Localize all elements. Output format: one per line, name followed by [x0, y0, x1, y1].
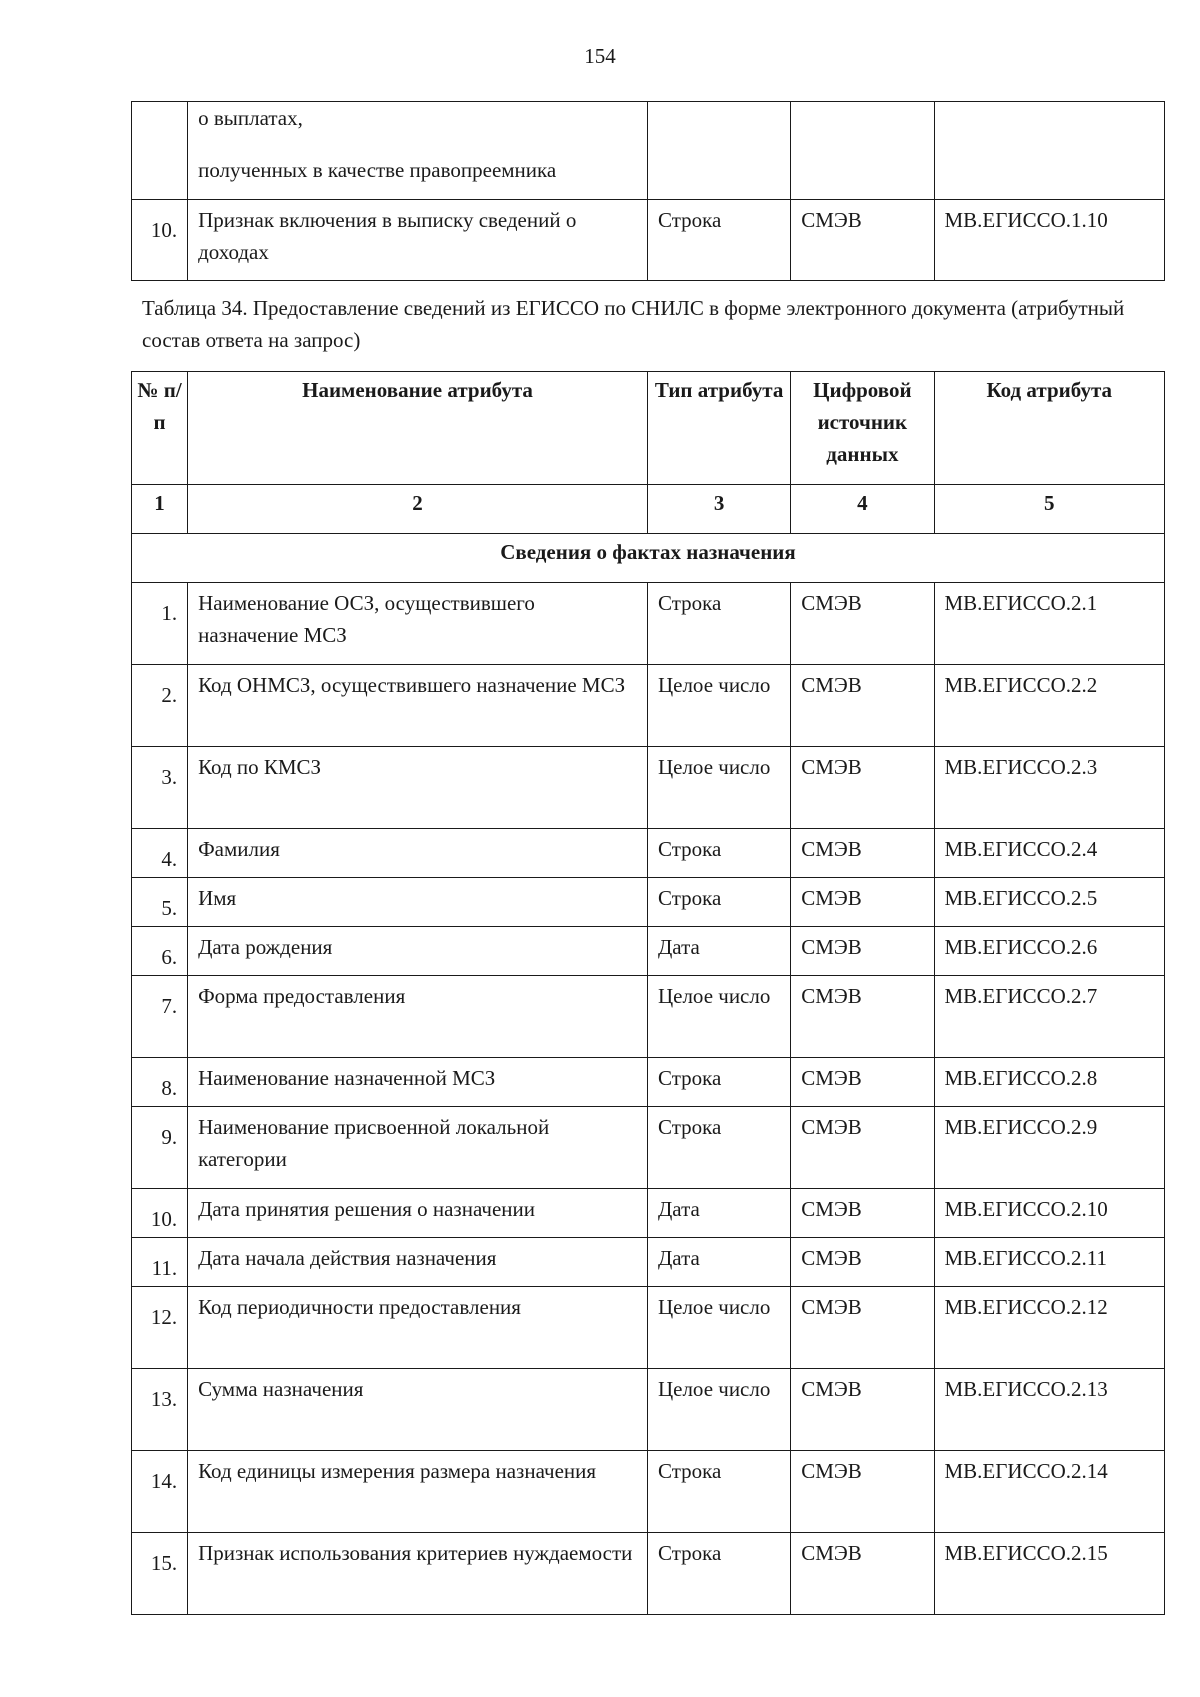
attribute-code	[934, 102, 1165, 200]
data-source: СМЭВ	[791, 927, 934, 976]
attribute-type: Строка	[647, 1533, 790, 1615]
table-caption: Таблица 34. Предоставление сведений из ЕГИССО по СНИЛС в форме электронного документа (атрибутный состав ответа на запрос)	[142, 296, 1125, 352]
row-number: 10.	[132, 1189, 188, 1238]
attribute-code: МВ.ЕГИССО.2.15	[934, 1533, 1165, 1615]
header-type: Тип атрибута	[647, 372, 790, 485]
attribute-type: Целое число	[647, 665, 790, 747]
attribute-code: МВ.ЕГИССО.2.6	[934, 927, 1165, 976]
row-number: 9.	[132, 1107, 188, 1189]
header-code: Код атрибута	[934, 372, 1165, 485]
table-row	[132, 1287, 1165, 1369]
table-row	[132, 976, 1165, 1058]
attribute-type: Строка	[647, 200, 790, 281]
column-index: 5	[934, 485, 1165, 534]
attribute-code: МВ.ЕГИССО.2.1	[934, 583, 1165, 665]
attribute-type: Строка	[647, 1451, 790, 1533]
data-source: СМЭВ	[791, 1369, 934, 1451]
header-number: № п/п	[132, 372, 188, 485]
attributes-table	[131, 371, 1165, 1615]
table-row	[132, 102, 1165, 200]
row-number: 5.	[132, 878, 188, 927]
data-source: СМЭВ	[791, 747, 934, 829]
attribute-code: МВ.ЕГИССО.2.10	[934, 1189, 1165, 1238]
page-number: 154	[584, 44, 616, 68]
attribute-type: Целое число	[647, 976, 790, 1058]
data-source: СМЭВ	[791, 1238, 934, 1287]
row-number: 1.	[132, 583, 188, 665]
attribute-name: Признак включения в выписку сведений о доходах	[188, 200, 648, 281]
attribute-code: МВ.ЕГИССО.2.3	[934, 747, 1165, 829]
attribute-type: Целое число	[647, 1369, 790, 1451]
attribute-type: Дата	[647, 1189, 790, 1238]
attribute-type: Дата	[647, 927, 790, 976]
header-row	[132, 372, 1165, 485]
attribute-name: Код единицы измерения размера назначения	[188, 1451, 648, 1533]
data-source: СМЭВ	[791, 1287, 934, 1369]
table-row	[132, 1058, 1165, 1107]
table-row	[132, 927, 1165, 976]
row-number: 6.	[132, 927, 188, 976]
row-number: 4.	[132, 829, 188, 878]
column-index: 2	[188, 485, 648, 534]
data-source: СМЭВ	[791, 583, 934, 665]
row-number: 8.	[132, 1058, 188, 1107]
attribute-name: Имя	[188, 878, 648, 927]
attribute-name: Наименование присвоенной локальной категории	[188, 1107, 648, 1189]
table-row	[132, 583, 1165, 665]
row-number: 13.	[132, 1369, 188, 1451]
table-row	[132, 1189, 1165, 1238]
table-row	[132, 878, 1165, 927]
section-title: Сведения о фактах назначения	[132, 534, 1165, 583]
attribute-type: Дата	[647, 1238, 790, 1287]
attribute-type	[647, 102, 790, 200]
attribute-code: МВ.ЕГИССО.2.14	[934, 1451, 1165, 1533]
row-number: 2.	[132, 665, 188, 747]
attribute-code: МВ.ЕГИССО.2.4	[934, 829, 1165, 878]
table-row	[132, 829, 1165, 878]
data-source: СМЭВ	[791, 829, 934, 878]
attribute-type: Целое число	[647, 1287, 790, 1369]
attribute-type: Строка	[647, 1058, 790, 1107]
table-row	[132, 200, 1165, 281]
attribute-type: Строка	[647, 878, 790, 927]
row-number: 11.	[132, 1238, 188, 1287]
table-row	[132, 1533, 1165, 1615]
attribute-code: МВ.ЕГИССО.1.10	[934, 200, 1165, 281]
row-number: 12.	[132, 1287, 188, 1369]
attribute-code: МВ.ЕГИССО.2.2	[934, 665, 1165, 747]
data-source: СМЭВ	[791, 1107, 934, 1189]
index-row	[132, 485, 1165, 534]
table-row	[132, 1451, 1165, 1533]
attribute-name: Форма предоставления	[188, 976, 648, 1058]
column-index: 3	[647, 485, 790, 534]
data-source: СМЭВ	[791, 665, 934, 747]
header-name: Наименование атрибута	[188, 372, 648, 485]
data-source: СМЭВ	[791, 976, 934, 1058]
row-number: 10.	[132, 200, 188, 281]
data-source: СМЭВ	[791, 1451, 934, 1533]
attribute-name: Дата рождения	[188, 927, 648, 976]
row-number: 15.	[132, 1533, 188, 1615]
data-source: СМЭВ	[791, 1189, 934, 1238]
data-source	[791, 102, 934, 200]
table-row	[132, 747, 1165, 829]
table-row	[132, 1107, 1165, 1189]
row-number: 7.	[132, 976, 188, 1058]
attribute-type: Строка	[647, 1107, 790, 1189]
attribute-type: Строка	[647, 583, 790, 665]
attribute-name: Наименование назначенной МСЗ	[188, 1058, 648, 1107]
attribute-name: Код ОНМСЗ, осуществившего назначение МСЗ	[188, 665, 648, 747]
attribute-name: Дата начала действия назначения	[188, 1238, 648, 1287]
attribute-name: Наименование ОСЗ, осуществившего назначение МСЗ	[188, 583, 648, 665]
attribute-name	[188, 102, 648, 200]
attribute-code: МВ.ЕГИССО.2.8	[934, 1058, 1165, 1107]
attribute-type: Строка	[647, 829, 790, 878]
data-source: СМЭВ	[791, 878, 934, 927]
attribute-code: МВ.ЕГИССО.2.5	[934, 878, 1165, 927]
attribute-name: Дата принятия решения о назначении	[188, 1189, 648, 1238]
attribute-code: МВ.ЕГИССО.2.12	[934, 1287, 1165, 1369]
continuation-table	[131, 101, 1165, 281]
data-source: СМЭВ	[791, 1058, 934, 1107]
attribute-name: Код периодичности предоставления	[188, 1287, 648, 1369]
attribute-name: Код по КМСЗ	[188, 747, 648, 829]
column-index: 1	[132, 485, 188, 534]
row-number: 14.	[132, 1451, 188, 1533]
attribute-code: МВ.ЕГИССО.2.11	[934, 1238, 1165, 1287]
attribute-code: МВ.ЕГИССО.2.7	[934, 976, 1165, 1058]
table-row	[132, 1238, 1165, 1287]
column-index: 4	[791, 485, 934, 534]
attribute-name: Признак использования критериев нуждаемости	[188, 1533, 648, 1615]
table-row	[132, 1369, 1165, 1451]
attribute-type: Целое число	[647, 747, 790, 829]
data-source: СМЭВ	[791, 200, 934, 281]
row-number	[132, 102, 188, 200]
row-number: 3.	[132, 747, 188, 829]
attribute-name-line: о выплатах,	[198, 106, 303, 130]
attribute-name-line: полученных в качестве правопреемника	[198, 158, 557, 182]
section-row	[132, 534, 1165, 583]
attribute-name: Фамилия	[188, 829, 648, 878]
table-row	[132, 665, 1165, 747]
attribute-code: МВ.ЕГИССО.2.13	[934, 1369, 1165, 1451]
attribute-code: МВ.ЕГИССО.2.9	[934, 1107, 1165, 1189]
data-source: СМЭВ	[791, 1533, 934, 1615]
attribute-name: Сумма назначения	[188, 1369, 648, 1451]
header-source: Цифровой источник данных	[791, 372, 934, 485]
